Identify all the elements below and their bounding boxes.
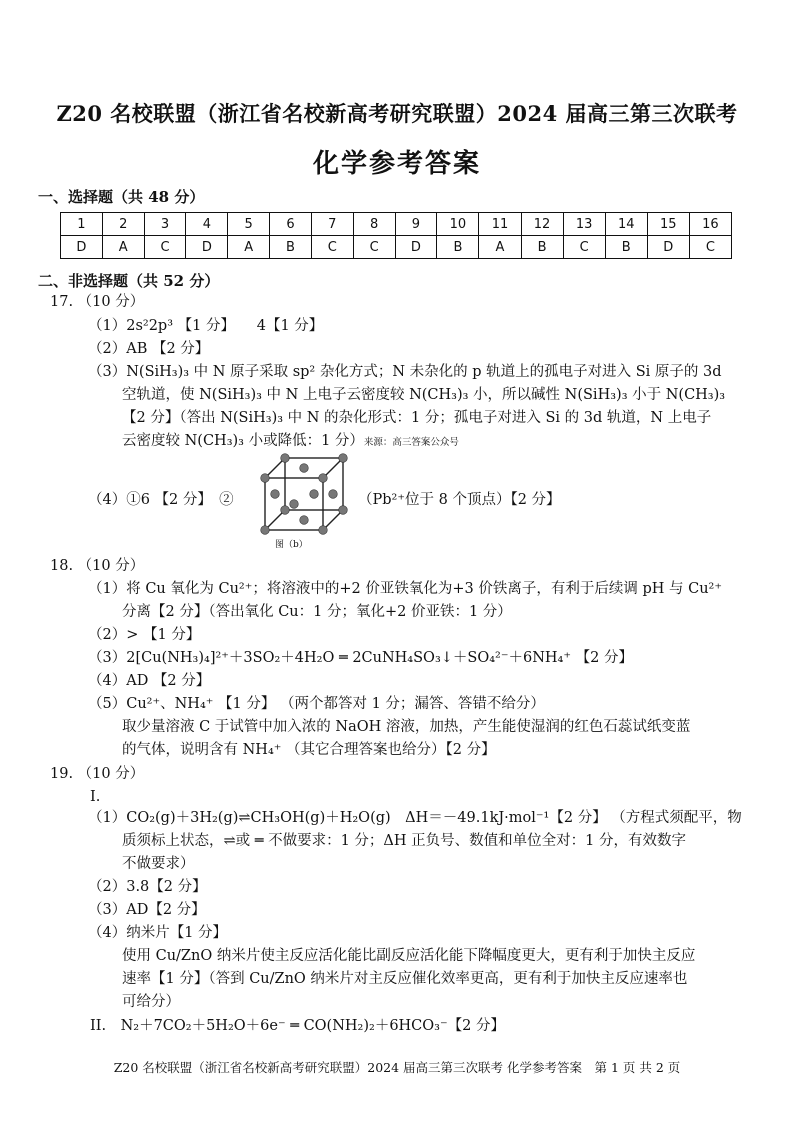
mcq-number-cell: 11 [479,213,521,236]
q17-line-3: （3）N(SiH₃)₃ 中 N 原子采取 sp² 杂化方式；N 未杂化的 p 轨道上的孤电子对进入 Si 原子的 3d [88,364,722,380]
mcq-answer-cell: D [395,236,437,259]
mcq-answer-cell: C [563,236,605,259]
q19-line-8: 速率【1 分】（答到 Cu/ZnO 纳米片对主反应催化效率更高，更有利于加快主反应速率也 [122,971,688,987]
q19-line-6: （4）纳米片【1 分】 [88,925,228,941]
mcq-answer-cell: A [102,236,144,259]
mcq-answer-cell: B [270,236,312,259]
q17-line-6 [122,431,459,453]
q18-heading: 18. （10 分） [50,558,145,574]
q17-heading: 17. （10 分） [50,294,145,310]
mcq-number-cell: 3 [144,213,186,236]
q19-line-3: 不做要求） [122,856,195,872]
mcq-answer-cell: C [144,236,186,259]
page-footer: Z20 名校联盟（浙江省名校新高考研究联盟）2024 届高三第三次联考 化学参考答案 第 1 页 共 2 页 [113,1060,681,1075]
q18-line-7: 取少量溶液 C 于试管中加入浓的 NaOH 溶液，加热，产生能使湿润的红色石蕊试纸变蓝 [122,719,691,735]
source-note: 来源：高三答案公众号 [363,437,459,448]
mcq-number-cell: 16 [689,213,731,236]
mcq-number-cell: 14 [605,213,647,236]
q17-line-5: 【2 分】（答出 N(SiH₃)₃ 中 N 的杂化形式：1 分；孤电子对进入 Si 的 3d 轨道，N 上电子 [122,410,712,426]
mcq-answer-row [61,236,732,259]
mcq-answer-cell: D [61,236,103,259]
figure-caption: 图（b） [275,540,308,550]
q19-line-5: （3）AD【2 分】 [88,902,206,918]
mcq-number-cell: 10 [437,213,479,236]
mcq-answer-table [60,212,732,259]
q17-line-6-text: 云密度较 N(CH₃)₃ 小或降低：1 分） [122,433,364,449]
mcq-answer-cell: C [353,236,395,259]
mcq-answer-cell: D [186,236,228,259]
q17-line-7b: （Pb²⁺位于 8 个顶点）【2 分】 [358,492,561,508]
mcq-number-cell: 4 [186,213,228,236]
mcq-answer-cell: C [689,236,731,259]
q17-line-2: （2）AB 【2 分】 [88,341,210,357]
section1-heading: 一、选择题（共 48 分） [38,188,205,206]
mcq-number-cell: 2 [102,213,144,236]
mcq-number-cell: 6 [270,213,312,236]
mcq-answer-cell: B [521,236,563,259]
q18-line-4: （3）2[Cu(NH₃)₄]²⁺＋3SO₂＋4H₂O ═ 2CuNH₄SO₃↓＋SO₄²⁻＋6NH₄⁺ 【2 分】 [88,650,633,666]
mcq-answer-cell: B [437,236,479,259]
section2-heading: 二、非选择题（共 52 分） [38,272,220,290]
q18-line-5: （4）AD 【2 分】 [88,673,211,689]
q19-line-2: 质须标上状态，⇌或 ═ 不做要求：1 分；ΔH 正负号、数值和单位全对：1 分，有效数字 [122,833,686,849]
mcq-number-cell: 5 [228,213,270,236]
q19-line-7: 使用 Cu/ZnO 纳米片使主反应活化能比副反应活化能下降幅度更大，更有利于加快主反应 [122,948,696,964]
page-subtitle: 化学参考答案 [312,149,481,179]
q19-line-9: 可给分） [122,994,180,1010]
mcq-number-cell: 8 [353,213,395,236]
q18-line-3: （2）> 【1 分】 [88,627,201,643]
mcq-answer-cell: B [605,236,647,259]
q17-line-7a: （4）①6 【2 分】 ② [88,492,234,508]
q17-line-1: （1）2s²2p³ 【1 分】 4【1 分】 [88,318,324,334]
mcq-answer-cell: A [479,236,521,259]
mcq-number-cell: 13 [563,213,605,236]
mcq-number-row [61,213,732,236]
mcq-answer-cell: C [311,236,353,259]
mcq-number-cell: 9 [395,213,437,236]
mcq-number-cell: 7 [311,213,353,236]
mcq-number-cell: 1 [61,213,103,236]
q19-heading: 19. （10 分） [50,766,145,782]
q19-line-4: （2）3.8【2 分】 [88,879,207,895]
mcq-number-cell: 12 [521,213,563,236]
q19-part-1: I. [90,789,101,805]
q18-line-1: （1）将 Cu 氧化为 Cu²⁺；将溶液中的+2 价亚铁氧化为+3 价铁离子，有利于后续调 pH 与 Cu²⁺ [88,581,723,597]
q19-line-1: （1）CO₂(g)＋3H₂(g)⇌CH₃OH(g)＋H₂O(g) ΔH＝－49.1kJ·mol⁻¹【2 分】 （方程式须配平，物 [88,810,742,826]
mcq-number-cell: 15 [647,213,689,236]
q19-line-10: II. N₂＋7CO₂＋5H₂O＋6e⁻ ═ CO(NH₂)₂＋6HCO₃⁻【2 分】 [90,1018,505,1034]
q18-line-6: （5）Cu²⁺、NH₄⁺ 【1 分】 （两个都答对 1 分；漏答、答错不给分） [88,696,545,712]
mcq-answer-cell: A [228,236,270,259]
q18-line-8: 的气体，说明含有 NH₄⁺ （其它合理答案也给分）【2 分】 [122,742,496,758]
page-title: Z20 名校联盟（浙江省名校新高考研究联盟）2024 届高三第三次联考 [56,101,738,126]
mcq-answer-cell: D [647,236,689,259]
crystal-cell-figure [255,452,355,538]
q18-line-2: 分离【2 分】（答出氧化 Cu：1 分；氧化+2 价亚铁：1 分） [122,604,512,620]
q17-line-4: 空轨道，使 N(SiH₃)₃ 中 N 上电子云密度较 N(CH₃)₃ 小，所以碱性 N(SiH₃)₃ 小于 N(CH₃)₃ [122,387,726,403]
